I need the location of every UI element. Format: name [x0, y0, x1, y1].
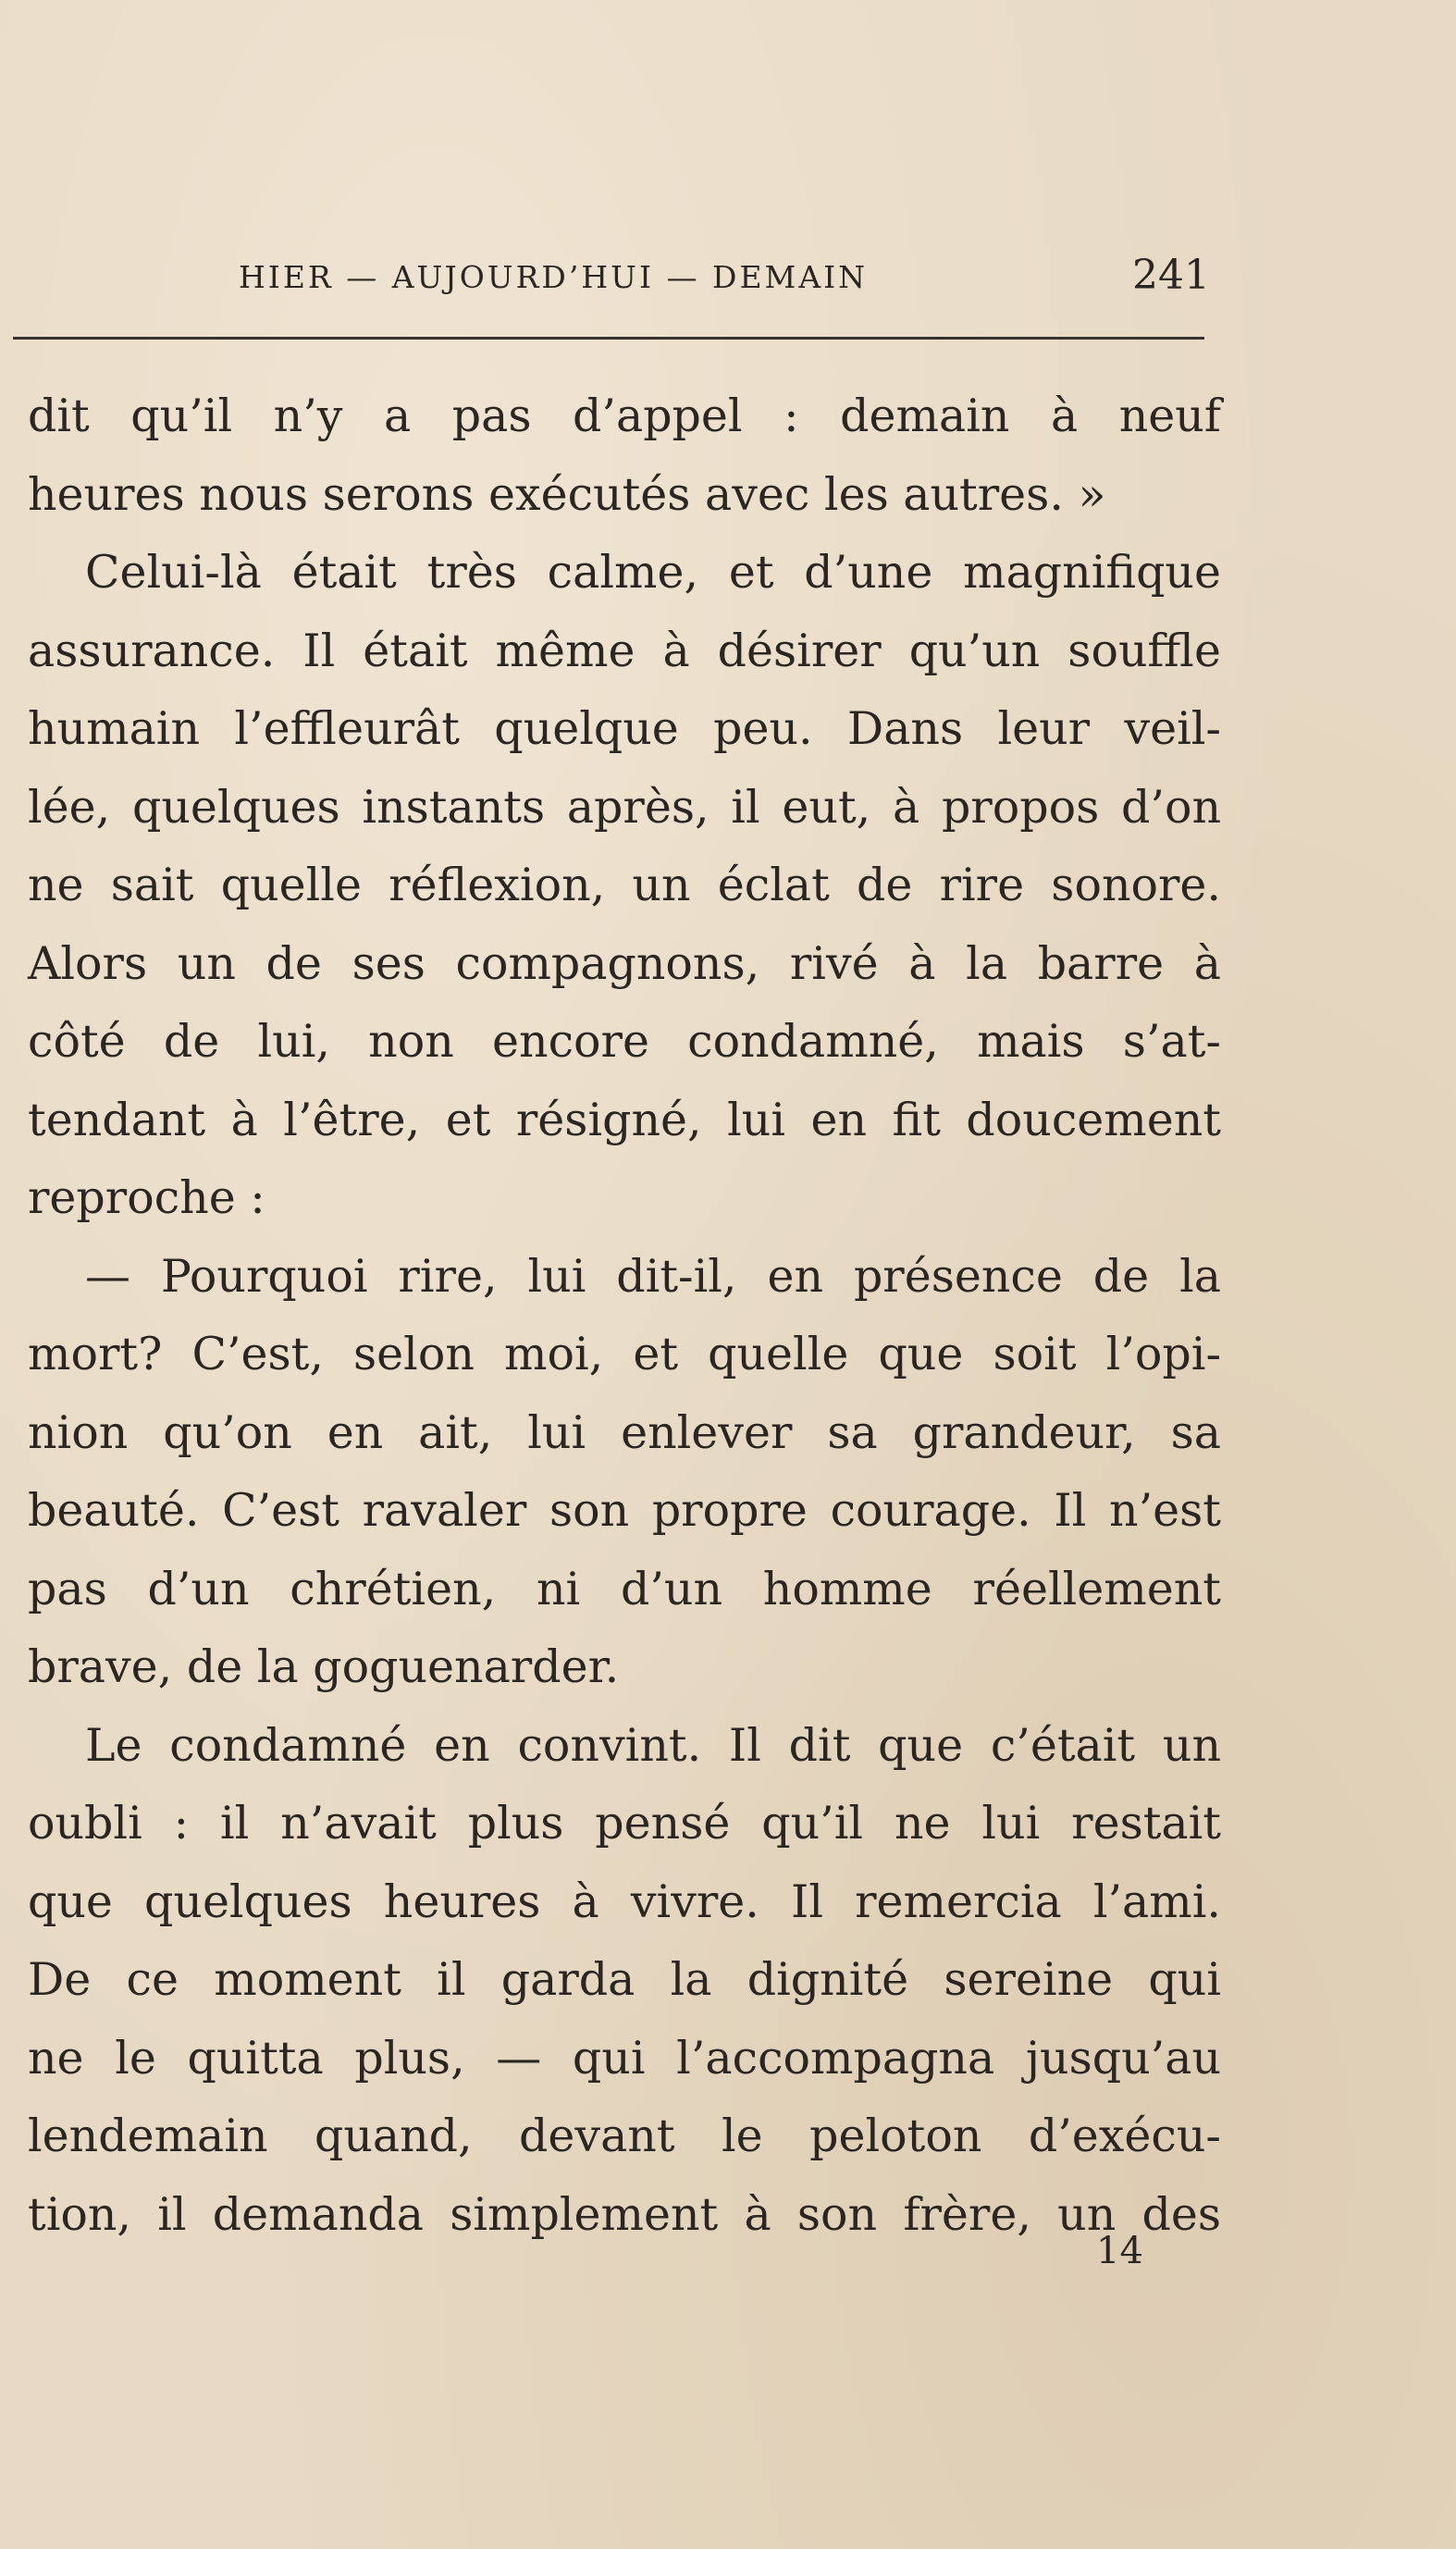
- text-line: tendant à l’être, et résigné, lui en fit doucement: [28, 1093, 1221, 1146]
- text-line: oubli : il n’avait plus pensé qu’il ne lui restait: [28, 1797, 1221, 1850]
- running-head: [239, 252, 1210, 307]
- text-line: humain l’effleurât quelque peu. Dans leur veil-: [28, 702, 1221, 755]
- text-line: ne le quitta plus, — qui l’accompagna jusqu’au: [28, 2031, 1221, 2085]
- text-line: beauté. C’est ravaler son propre courage. Il n’est: [28, 1484, 1221, 1537]
- text-line: côté de lui, non encore condamné, mais s’at-: [28, 1015, 1221, 1068]
- header-rule: [13, 337, 1204, 340]
- page-number: 241: [1132, 252, 1210, 299]
- text-line: De ce moment il garda la dignité sereine qui: [28, 1953, 1221, 2006]
- text-line: tion, il demanda simplement à son frère, un des: [28, 2187, 1221, 2241]
- text-line: Celui-là était très calme, et d’une magnifique: [85, 546, 1221, 599]
- text-line: heures nous serons exécutés avec les autres. »: [28, 467, 1106, 521]
- text-line: reproche :: [28, 1171, 265, 1224]
- text-line: lendemain quand, devant le peloton d’exécu-: [28, 2110, 1221, 2162]
- text-line: que quelques heures à vivre. Il remercia l’ami.: [28, 1875, 1221, 1928]
- body-text: [28, 377, 1221, 2254]
- text-line: ne sait quelle réflexion, un éclat de rire sonore.: [28, 859, 1221, 911]
- text-line: pas d’un chrétien, ni d’un homme réellement: [28, 1562, 1221, 1615]
- text-line: — Pourquoi rire, lui dit-il, en présence de la: [85, 1249, 1221, 1303]
- text-line: brave, de la goguenarder.: [28, 1640, 620, 1693]
- text-line: nion qu’on en ait, lui enlever sa grandeur, sa: [28, 1405, 1221, 1459]
- text-line: Le condamné en convint. Il dit que c’était un: [85, 1718, 1221, 1772]
- text-line: mort? C’est, selon moi, et quelle que soit l’opi-: [28, 1328, 1221, 1380]
- running-title: HIER — AUJOURD’HUI — DEMAIN: [239, 259, 869, 295]
- signature-mark: 14: [1096, 2230, 1143, 2272]
- text-line: Alors un de ses compagnons, rivé à la barre à: [28, 936, 1221, 990]
- text-line: assurance. Il était même à désirer qu’un souffle: [28, 624, 1221, 677]
- text-line: lée, quelques instants après, il eut, à propos d’on: [28, 780, 1221, 834]
- text-line: dit qu’il n’y a pas d’appel : demain à neuf: [28, 390, 1221, 442]
